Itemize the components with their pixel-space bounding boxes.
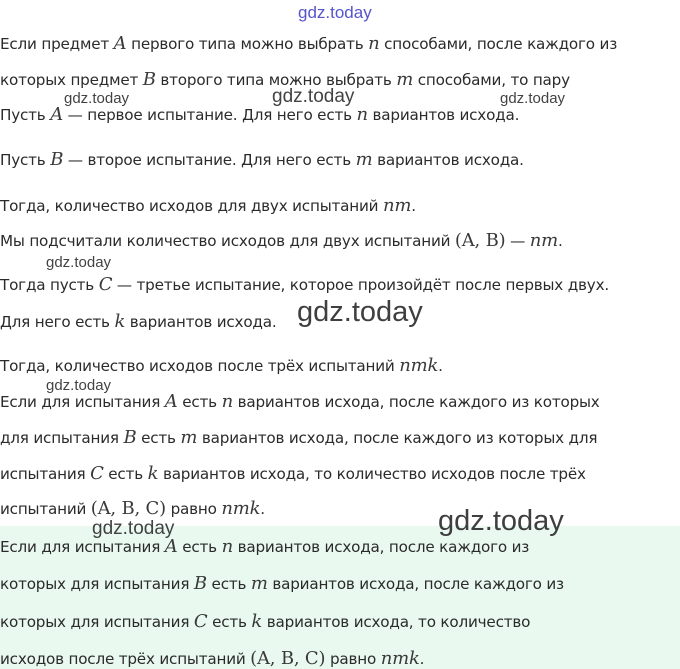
text-run: второго типа можно выбрать: [155, 71, 397, 89]
text-run: Мы подсчитали количество исходов для двух испытаний: [0, 232, 455, 250]
conclusion-line: [0, 537, 529, 557]
text-line: [0, 275, 609, 295]
text-run: .: [419, 650, 425, 668]
watermark: gdz.today: [46, 377, 112, 394]
math-var: n: [368, 33, 380, 54]
text-run: которых предмет: [0, 71, 143, 89]
math-var: n: [221, 536, 233, 557]
text-run: — третье испытание, которое произойдёт после первых двух.: [112, 276, 609, 294]
text-run: есть: [136, 429, 181, 447]
text-run: Пусть: [0, 151, 51, 169]
text-run: вариантов исхода, после каждого из: [267, 575, 564, 593]
text-run: испытания: [0, 465, 91, 483]
math-var: A: [50, 104, 63, 125]
text-run: Тогда пусть: [0, 276, 99, 294]
text-run: .: [438, 357, 443, 375]
text-run: Если для испытания: [0, 538, 165, 556]
text-line: [0, 312, 276, 332]
text-run: .: [411, 197, 416, 215]
math-var: m: [396, 69, 414, 90]
text-run: —: [505, 232, 530, 250]
text-run: есть: [206, 575, 251, 593]
math-var: nmk: [399, 355, 439, 376]
math-var: nmk: [221, 498, 261, 519]
text-run: — второе испытание. Для него есть: [63, 151, 356, 169]
text-line: [0, 34, 617, 54]
text-run: способами, после каждого из: [379, 35, 618, 53]
math-var: n: [221, 391, 233, 412]
text-run: вариантов исхода.: [367, 106, 520, 124]
math-var: C: [90, 463, 104, 484]
text-run: есть: [103, 465, 148, 483]
math-var: nm: [529, 230, 558, 251]
text-run: вариантов исхода, после каждого из которых для: [197, 429, 598, 447]
text-run: есть: [177, 538, 222, 556]
text-run: Для него есть: [0, 313, 115, 331]
text-run: Пусть: [0, 106, 51, 124]
text-run: вариантов исхода.: [125, 313, 277, 331]
text-line: [0, 392, 600, 412]
math-var: n: [356, 104, 368, 125]
text-run: вариантов исхода, то количество: [262, 613, 531, 631]
text-run: которых для испытания: [0, 613, 194, 631]
math-var: C: [193, 611, 208, 632]
math-var: m: [355, 149, 373, 170]
math-var: B: [142, 69, 156, 90]
math-var: k: [114, 311, 126, 332]
text-line: [0, 464, 586, 484]
math-var: B: [123, 427, 137, 448]
text-line: [0, 356, 443, 376]
math-expr: (A, B, C): [250, 648, 326, 669]
math-expr: (A, B, C): [90, 498, 166, 519]
math-var: nmk: [380, 648, 420, 669]
text-line: [0, 105, 519, 125]
text-run: .: [260, 500, 265, 518]
text-line: [0, 150, 524, 170]
text-line: [0, 499, 265, 519]
text-run: вариантов исхода.: [372, 151, 524, 169]
text-run: способами, то пару: [413, 71, 570, 89]
watermark: gdz.today: [500, 90, 566, 107]
watermark: gdz.today: [297, 296, 423, 328]
text-run: испытаний: [0, 500, 91, 518]
watermark: gdz.today: [298, 3, 372, 22]
text-run: есть: [207, 613, 252, 631]
text-line: [0, 196, 416, 216]
watermark: gdz.today: [272, 86, 355, 107]
text-run: вариантов исхода, после каждого из: [232, 538, 530, 556]
text-run: Если для испытания: [0, 393, 165, 411]
math-var: m: [250, 573, 268, 594]
math-var: C: [98, 274, 113, 295]
text-run: — первое испытание. Для него есть: [63, 106, 357, 124]
text-run: есть: [177, 393, 222, 411]
text-run: которых для испытания: [0, 575, 194, 593]
text-run: первого типа можно выбрать: [126, 35, 369, 53]
conclusion-line: [0, 574, 564, 594]
conclusion-line: [0, 612, 530, 632]
text-run: вариантов исхода, то количество исходов после трёх: [158, 465, 586, 483]
text-run: равно: [325, 650, 381, 668]
text-line: [0, 428, 597, 448]
text-run: Тогда, количество исходов после трёх испытаний: [0, 357, 400, 375]
text-run: для испытания: [0, 429, 124, 447]
text-run: .: [557, 232, 563, 250]
math-var: k: [251, 611, 263, 632]
text-line: [0, 231, 563, 251]
conclusion-line: [0, 649, 424, 669]
math-var: B: [50, 149, 64, 170]
text-run: равно: [165, 500, 222, 518]
text-run: Если предмет: [0, 35, 114, 53]
watermark: gdz.today: [92, 518, 175, 539]
text-run: вариантов исхода, после каждого из которых: [232, 393, 600, 411]
math-var: m: [180, 427, 198, 448]
math-var: A: [164, 391, 178, 412]
math-var: nm: [382, 195, 412, 216]
math-expr: (A, B): [454, 230, 506, 251]
math-var: k: [147, 463, 159, 484]
math-var: A: [164, 536, 178, 557]
text-run: Тогда, количество исходов для двух испытаний: [0, 197, 383, 215]
math-var: A: [113, 33, 127, 54]
watermark: gdz.today: [46, 254, 112, 271]
watermark: gdz.today: [64, 90, 130, 107]
text-run: исходов после трёх испытаний: [0, 650, 251, 668]
watermark: gdz.today: [438, 505, 564, 537]
math-var: B: [193, 573, 207, 594]
